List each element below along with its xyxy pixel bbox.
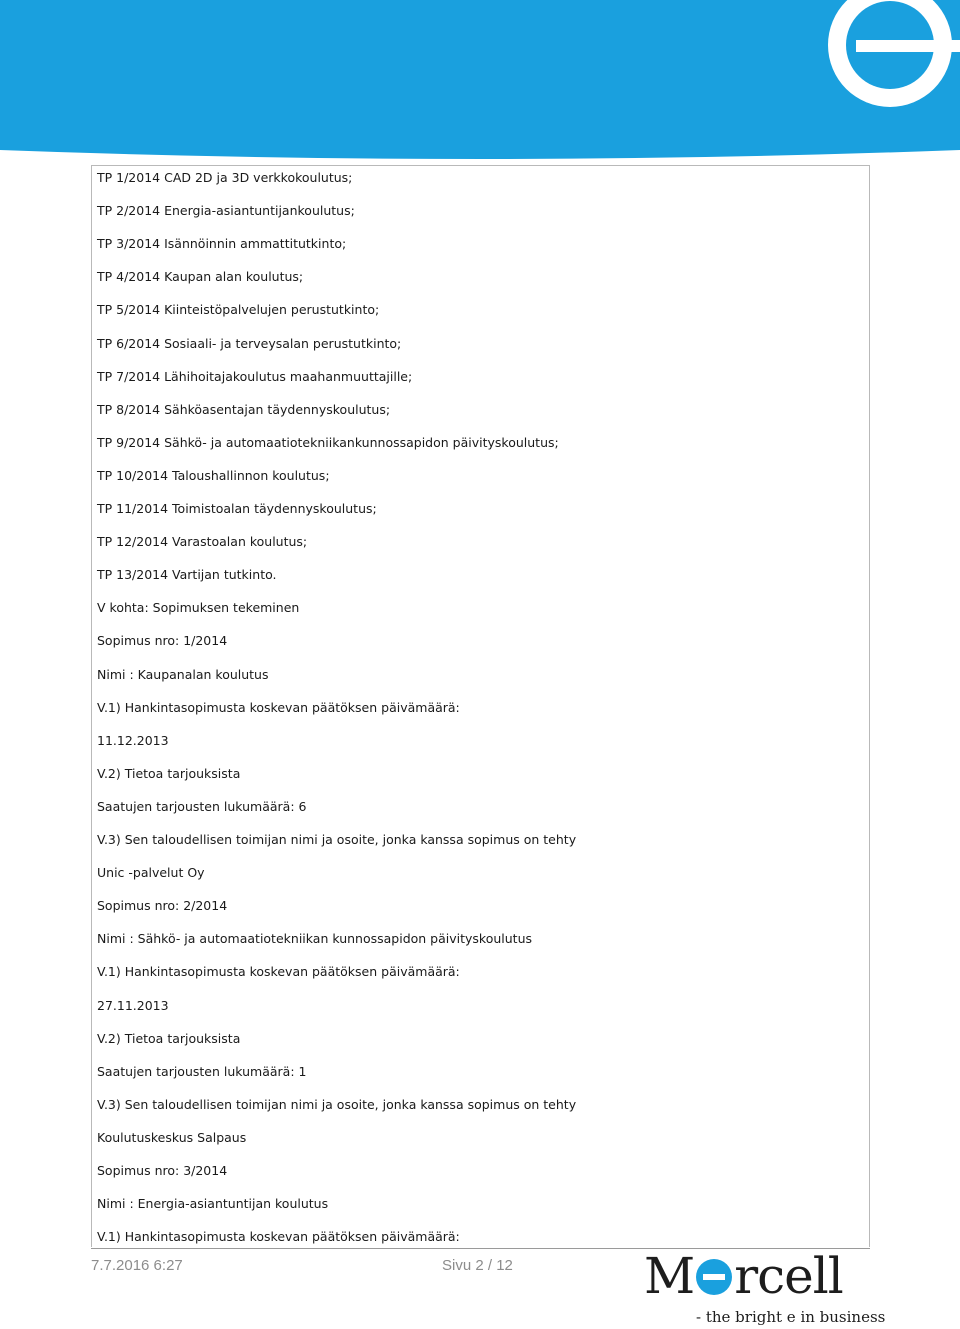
marcell-logo bbox=[644, 1247, 886, 1329]
document-line: V.1) Hankintasopimusta koskevan päätöksen päivämäärä: bbox=[97, 1229, 460, 1245]
page-number: Sivu 2 / 12 bbox=[442, 1257, 513, 1274]
logo-e-icon bbox=[696, 1259, 732, 1295]
document-line: Nimi : Energia-asiantuntijan koulutus bbox=[97, 1196, 329, 1212]
document-line: Koulutuskeskus Salpaus bbox=[97, 1129, 247, 1145]
logo-letters-rcell: rcell bbox=[734, 1247, 843, 1305]
document-line: 11.12.2013 bbox=[97, 732, 169, 748]
document-line: TP 6/2014 Sosiaali- ja terveysalan perustutkinto; bbox=[97, 335, 402, 351]
document-line: TP 7/2014 Lähihoitajakoulutus maahanmuuttajille; bbox=[97, 368, 413, 384]
document-line: V.3) Sen taloudellisen toimijan nimi ja osoite, jonka kanssa sopimus on tehty bbox=[97, 1096, 577, 1112]
document-content bbox=[91, 165, 870, 1247]
document-line: V kohta: Sopimuksen tekeminen bbox=[97, 600, 300, 616]
document-line: Saatujen tarjousten lukumäärä: 6 bbox=[97, 798, 307, 814]
document-line: Sopimus nro: 3/2014 bbox=[97, 1163, 228, 1178]
document-line: TP 4/2014 Kaupan alan koulutus; bbox=[97, 269, 304, 285]
document-line: V.2) Tietoa tarjouksista bbox=[97, 1030, 241, 1046]
document-line: Sopimus nro: 1/2014 bbox=[97, 633, 228, 649]
document-line: TP 9/2014 Sähkö- ja automaatiotekniikankunnossapidon päivityskoulutus; bbox=[97, 434, 559, 450]
document-line: V.1) Hankintasopimusta koskevan päätöksen päivämäärä: bbox=[97, 964, 460, 980]
document-line: V.2) Tietoa tarjouksista bbox=[97, 765, 241, 781]
header-band bbox=[0, 0, 960, 162]
document-line: Nimi : Sähkö- ja automaatiotekniikan kunnossapidon päivityskoulutus bbox=[97, 931, 533, 947]
logo-wordmark bbox=[644, 1246, 843, 1306]
print-date: 7.7.2016 6:27 bbox=[91, 1257, 183, 1274]
document-line: Unic -palvelut Oy bbox=[97, 865, 205, 881]
document-line: V.1) Hankintasopimusta koskevan päätöksen päivämäärä: bbox=[97, 699, 460, 715]
logo-letter-m: M bbox=[644, 1247, 695, 1305]
document-line: V.3) Sen taloudellisen toimijan nimi ja osoite, jonka kanssa sopimus on tehty bbox=[97, 832, 577, 847]
document-line: Saatujen tarjousten lukumäärä: 1 bbox=[97, 1063, 307, 1079]
document-line: TP 5/2014 Kiinteistöpalvelujen perustutkinto; bbox=[97, 302, 380, 318]
document-line: TP 12/2014 Varastoalan koulutus; bbox=[97, 534, 308, 550]
document-line: TP 2/2014 Energia-asiantuntijankoulutus; bbox=[97, 203, 355, 219]
document-line: TP 10/2014 Taloushallinnon koulutus; bbox=[97, 467, 330, 483]
header-logo-icon bbox=[0, 0, 960, 162]
document-line: Nimi : Kaupanalan koulutus bbox=[97, 666, 269, 682]
document-line: 27.11.2013 bbox=[97, 997, 169, 1013]
document-line: TP 3/2014 Isännöinnin ammattitutkinto; bbox=[97, 236, 347, 252]
document-line: TP 11/2014 Toimistoalan täydennyskoulutus; bbox=[97, 501, 377, 516]
document-line: TP 13/2014 Vartijan tutkinto. bbox=[97, 567, 277, 583]
document-line: Sopimus nro: 2/2014 bbox=[97, 898, 228, 914]
logo-tagline: - the bright e in business bbox=[696, 1308, 886, 1326]
document-line: TP 1/2014 CAD 2D ja 3D verkkokoulutus; bbox=[97, 170, 353, 185]
document-line: TP 8/2014 Sähköasentajan täydennyskoulutus; bbox=[97, 401, 391, 417]
